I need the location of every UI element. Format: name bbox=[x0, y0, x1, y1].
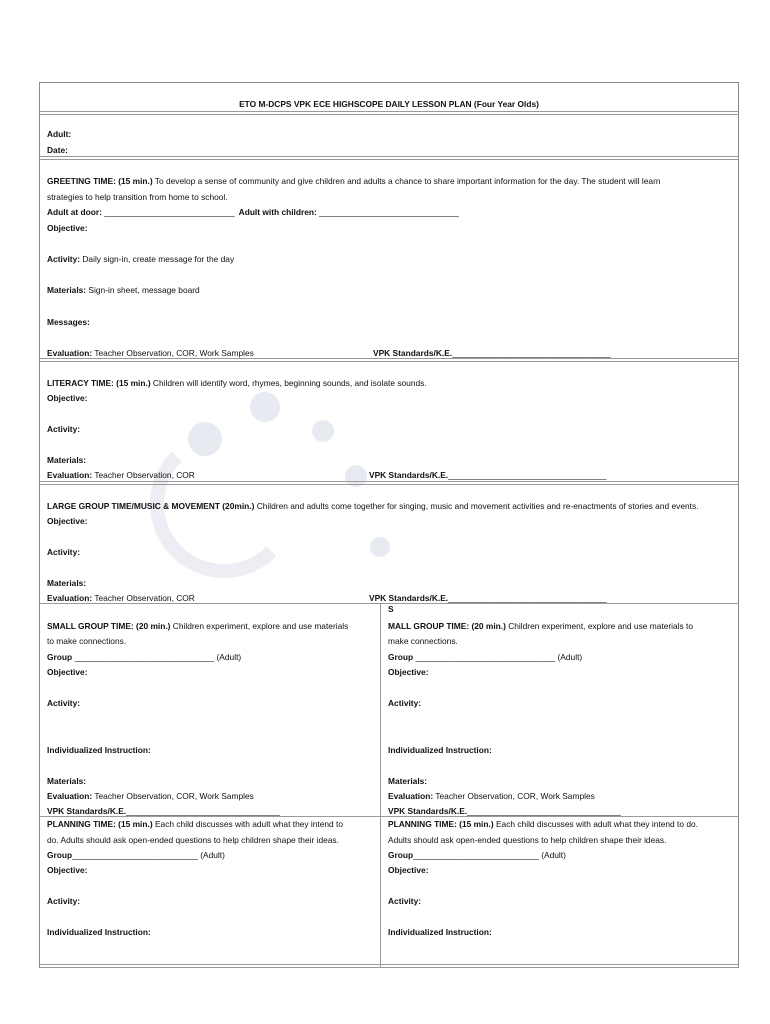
large-group-description: Children and adults come together for singing, music and movement activities and re-enactments of stories and events. bbox=[254, 501, 699, 511]
small-group-right-group-blank[interactable]: ______________________________ bbox=[413, 652, 556, 662]
greeting-activity-text: Daily sign-in, create message for the day bbox=[80, 254, 235, 264]
greeting-description-cont: strategies to help transition from home to school. bbox=[47, 192, 228, 202]
small-group-left-materials-label: Materials: bbox=[47, 776, 87, 786]
small-group-right-description: Children experiment, explore and use materials to bbox=[505, 621, 694, 631]
planning-right-group-blank[interactable]: ___________________________ bbox=[413, 850, 539, 860]
page-title: ETO M-DCPS VPK ECE HIGHSCOPE DAILY LESSON PLAN (Four Year Olds) bbox=[239, 99, 539, 109]
small-group-left-individualized-label: Individualized Instruction: bbox=[47, 745, 151, 755]
planning-right-individualized-label: Individualized Instruction: bbox=[388, 927, 492, 937]
literacy-vpk-blank[interactable]: __________________________________ bbox=[448, 470, 607, 480]
greeting-heading: GREETING TIME: (15 min.) bbox=[47, 176, 153, 186]
planning-right-heading: PLANNING TIME: (15 min.) bbox=[388, 819, 494, 829]
adult-with-children-blank[interactable]: ______________________________ bbox=[316, 207, 459, 217]
date-field-label: Date: bbox=[47, 145, 68, 155]
large-group-objective-label: Objective: bbox=[47, 516, 88, 526]
planning-right-description: Each child discusses with adult what they intend to do. bbox=[493, 819, 698, 829]
divider bbox=[40, 156, 738, 160]
greeting-evaluation-text: Teacher Observation, COR, Work Samples bbox=[92, 348, 254, 358]
planning-right-activity-label: Activity: bbox=[388, 896, 422, 906]
divider bbox=[40, 111, 738, 115]
greeting-heading-line bbox=[47, 176, 661, 187]
small-group-right-group bbox=[388, 652, 582, 663]
adult-field-label: Adult: bbox=[47, 129, 72, 139]
planning-right-description-cont: Adults should ask open-ended questions to help children shape their ideas. bbox=[388, 835, 667, 845]
planning-left-objective-label: Objective: bbox=[47, 865, 88, 875]
small-group-right-heading-line bbox=[388, 621, 693, 632]
planning-left-activity-label: Activity: bbox=[47, 896, 81, 906]
greeting-vpk-blank[interactable]: __________________________________ bbox=[452, 348, 611, 358]
small-group-left-group bbox=[47, 652, 241, 663]
small-group-left-evaluation bbox=[47, 791, 254, 802]
literacy-activity-label: Activity: bbox=[47, 424, 81, 434]
greeting-vpk-label: VPK Standards/K.E. bbox=[373, 348, 453, 358]
small-group-left-description-cont: to make connections. bbox=[47, 636, 127, 646]
small-group-right-evaluation-label: Evaluation: bbox=[388, 791, 434, 801]
small-group-left-group-label: Group bbox=[47, 652, 73, 662]
small-group-left-group-adult: (Adult) bbox=[214, 652, 242, 662]
literacy-evaluation-label: Evaluation: bbox=[47, 470, 93, 480]
greeting-materials-text: Sign-in sheet, message board bbox=[86, 285, 200, 295]
large-group-evaluation-label: Evaluation: bbox=[47, 593, 93, 603]
divider bbox=[40, 964, 738, 968]
small-group-left-evaluation-text: Teacher Observation, COR, Work Samples bbox=[92, 791, 254, 801]
adult-at-door-blank[interactable]: ____________________________ bbox=[101, 207, 235, 217]
greeting-messages-label: Messages: bbox=[47, 317, 90, 327]
greeting-description: To develop a sense of community and give children and adults a chance to share important information for the day. The student will learn bbox=[152, 176, 661, 186]
literacy-heading: LITERACY TIME: (15 min.) bbox=[47, 378, 151, 388]
adult-with-children-label: Adult with children: bbox=[238, 207, 317, 217]
literacy-vpk-label: VPK Standards/K.E. bbox=[369, 470, 449, 480]
literacy-objective-label: Objective: bbox=[47, 393, 88, 403]
greeting-materials bbox=[47, 285, 200, 296]
divider bbox=[40, 816, 738, 817]
small-group-right-description-cont: make connections. bbox=[388, 636, 458, 646]
planning-right-heading-line bbox=[388, 819, 698, 830]
small-group-left-evaluation-label: Evaluation: bbox=[47, 791, 93, 801]
small-group-right-vpk-blank[interactable]: _________________________________ bbox=[467, 806, 621, 816]
small-group-left-activity-label: Activity: bbox=[47, 698, 81, 708]
large-group-materials-label: Materials: bbox=[47, 578, 87, 588]
greeting-materials-label: Materials: bbox=[47, 285, 87, 295]
large-group-activity-label: Activity: bbox=[47, 547, 81, 557]
small-group-left-objective-label: Objective: bbox=[47, 667, 88, 677]
planning-right-group bbox=[388, 850, 566, 861]
planning-right-group-label: Group bbox=[388, 850, 414, 860]
small-group-right-evaluation-text: Teacher Observation, COR, Work Samples bbox=[433, 791, 595, 801]
planning-left-group-blank[interactable]: ___________________________ bbox=[72, 850, 198, 860]
planning-left-heading-line bbox=[47, 819, 343, 830]
greeting-activity bbox=[47, 254, 234, 265]
small-group-right-group-label: Group bbox=[388, 652, 414, 662]
literacy-description: Children will identify word, rhymes, beginning sounds, and isolate sounds. bbox=[150, 378, 427, 388]
small-group-right-vpk-label: VPK Standards/K.E. bbox=[388, 806, 468, 816]
greeting-objective-label: Objective: bbox=[47, 223, 88, 233]
small-group-right-heading: MALL GROUP TIME: (20 min.) bbox=[388, 621, 506, 631]
small-group-left-heading-line bbox=[47, 621, 348, 632]
small-group-right-materials-label: Materials: bbox=[388, 776, 428, 786]
small-group-right-activity-label: Activity: bbox=[388, 698, 422, 708]
literacy-vpk bbox=[369, 470, 607, 481]
small-group-right-individualized-label: Individualized Instruction: bbox=[388, 745, 492, 755]
planning-left-description-cont: do. Adults should ask open-ended questions to help children shape their ideas. bbox=[47, 835, 339, 845]
planning-right-objective-label: Objective: bbox=[388, 865, 429, 875]
planning-right-group-adult: (Adult) bbox=[538, 850, 566, 860]
small-group-overflow-letter: S bbox=[388, 604, 394, 614]
small-group-right-group-adult: (Adult) bbox=[555, 652, 583, 662]
divider bbox=[40, 481, 738, 485]
planning-left-heading: PLANNING TIME: (15 min.) bbox=[47, 819, 153, 829]
planning-left-description: Each child discusses with adult what they intend to bbox=[152, 819, 344, 829]
small-group-left-vpk-label: VPK Standards/K.E. bbox=[47, 806, 127, 816]
small-group-right-evaluation bbox=[388, 791, 595, 802]
planning-left-individualized-label: Individualized Instruction: bbox=[47, 927, 151, 937]
literacy-evaluation-text: Teacher Observation, COR bbox=[92, 470, 195, 480]
planning-left-group bbox=[47, 850, 225, 861]
small-group-left-heading: SMALL GROUP TIME: (20 min.) bbox=[47, 621, 171, 631]
large-group-vpk-blank[interactable]: __________________________________ bbox=[448, 593, 607, 603]
large-group-evaluation-text: Teacher Observation, COR bbox=[92, 593, 195, 603]
large-group-heading-line bbox=[47, 501, 698, 512]
divider bbox=[40, 358, 738, 362]
large-group-vpk-label: VPK Standards/K.E. bbox=[369, 593, 449, 603]
planning-left-group-label: Group bbox=[47, 850, 73, 860]
planning-left-group-adult: (Adult) bbox=[197, 850, 225, 860]
lesson-plan-form bbox=[39, 82, 739, 968]
literacy-heading-line bbox=[47, 378, 427, 389]
greeting-evaluation-label: Evaluation: bbox=[47, 348, 93, 358]
small-group-left-description: Children experiment, explore and use materials bbox=[170, 621, 349, 631]
adult-at-door-line bbox=[47, 207, 459, 218]
small-group-right-objective-label: Objective: bbox=[388, 667, 429, 677]
literacy-materials-label: Materials: bbox=[47, 455, 87, 465]
column-divider bbox=[380, 603, 381, 968]
small-group-left-group-blank[interactable]: ______________________________ bbox=[72, 652, 215, 662]
large-group-heading: LARGE GROUP TIME/MUSIC & MOVEMENT (20min.) bbox=[47, 501, 255, 511]
small-group-left-vpk-blank[interactable]: _________________________________ bbox=[126, 806, 280, 816]
adult-at-door-label: Adult at door: bbox=[47, 207, 102, 217]
greeting-activity-label: Activity: bbox=[47, 254, 81, 264]
literacy-evaluation bbox=[47, 470, 195, 481]
